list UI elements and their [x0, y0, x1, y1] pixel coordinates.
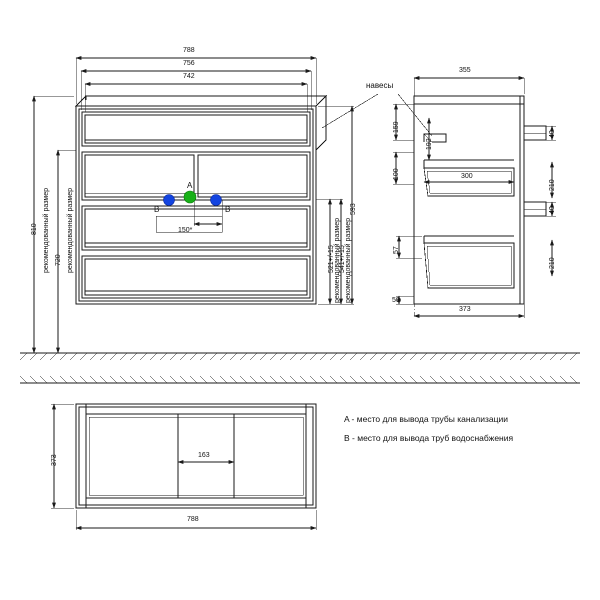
dim-side-373: 373: [459, 306, 471, 313]
label-point-b-right: B: [225, 205, 231, 214]
point-b-left-marker: [164, 195, 175, 206]
dim-side-100: 100: [393, 168, 400, 180]
dim-side-210-upper: 210: [549, 179, 556, 191]
dim-top-788: 788: [187, 516, 199, 523]
dim-top-373: 373: [51, 454, 58, 466]
note-recommended-size-4: рекомендованный размер: [345, 217, 352, 303]
label-point-b-left: B: [154, 205, 160, 214]
dim-side-57: 57: [393, 246, 400, 254]
dim-top-163: 163: [198, 452, 210, 459]
dim-front-521-tol: 521+/-15: [328, 245, 335, 273]
label-hinges: навесы: [366, 81, 394, 90]
dim-side-159: 159: [393, 121, 400, 133]
dim-front-150: 150*: [178, 227, 193, 234]
dim-front-541-tol: 541+/-15: [339, 245, 346, 273]
dim-front-593: 593: [350, 203, 357, 215]
point-b-right-marker: [211, 195, 222, 206]
dim-front-742: 742: [183, 73, 195, 80]
dim-front-720: 720: [55, 254, 62, 266]
note-recommended-size-1: рекомендованный размер: [43, 187, 50, 273]
dim-front-756: 756: [183, 60, 195, 67]
dim-side-355: 355: [459, 67, 471, 74]
dim-side-40-upper: 40: [549, 130, 556, 138]
label-point-a: A: [187, 181, 193, 190]
legend-item-a: A - место для вывода трубы канализации: [344, 414, 508, 424]
note-recommended-size-3: рекомендованный размер: [334, 217, 341, 303]
dim-side-210-lower: 210: [549, 257, 556, 269]
dim-side-50: 50: [392, 297, 400, 304]
dim-side-300: 300: [461, 173, 473, 180]
dim-side-40-lower: 40: [549, 206, 556, 214]
dim-side-192: 192: [426, 138, 433, 150]
dim-front-788: 788: [183, 47, 195, 54]
legend-item-b: B - место для вывода труб водоснабжения: [344, 433, 514, 443]
point-a-marker: [184, 191, 196, 203]
dim-front-810: 810: [31, 223, 38, 235]
note-recommended-size-2: рекомендованный размер: [67, 187, 74, 273]
